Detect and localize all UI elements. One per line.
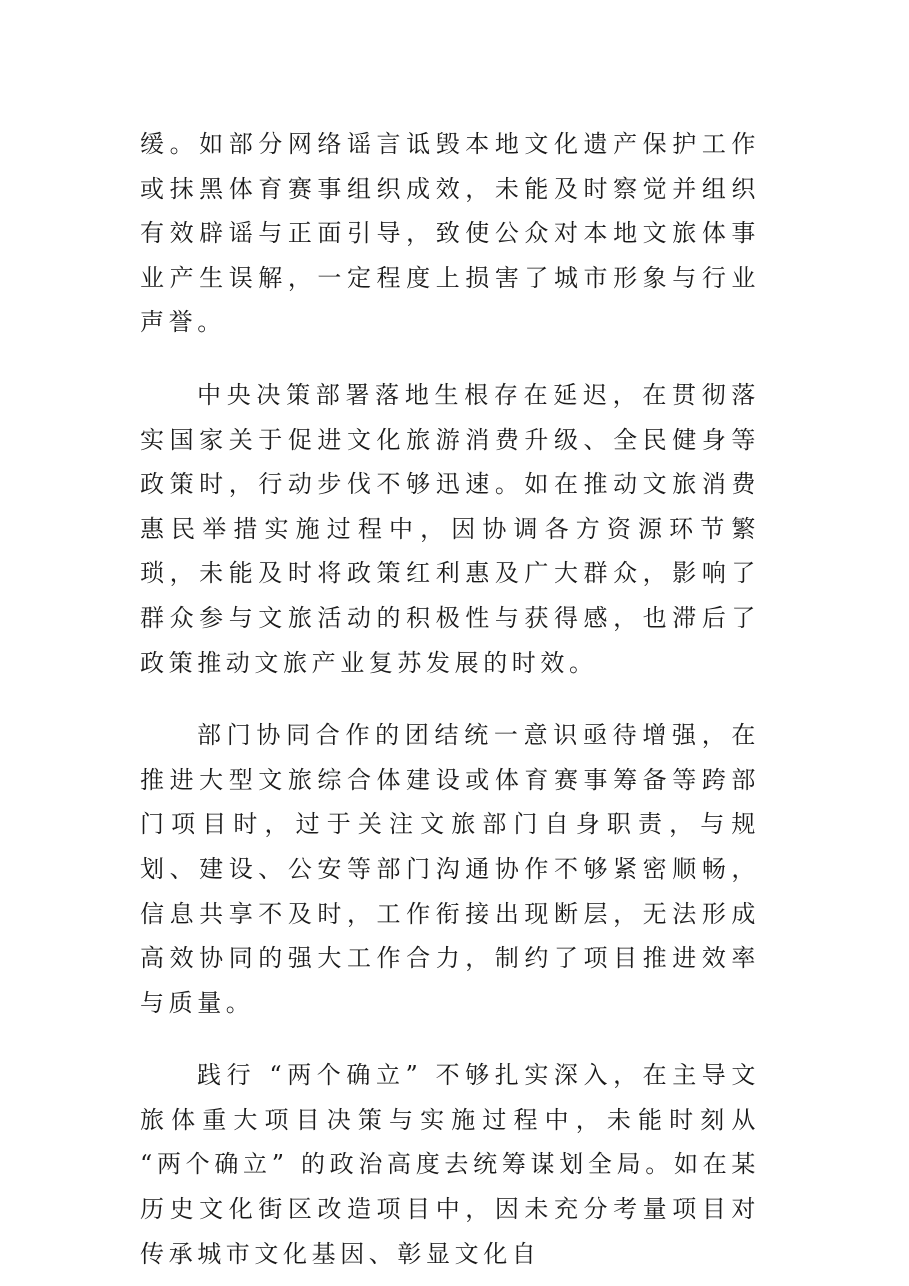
document-body xyxy=(140,122,760,1276)
paragraph-policy-implementation: 中央决策部署落地生根存在延迟，在贯彻落实国家关于促进文化旅游消费升级、全民健身等政策时，行动步伐不够迅速。如在推动文旅消费惠民举措实施过程中，因协调各方资源环节繁琐，未能及时将政策红利惠及广大群众，影响了群众参与文旅活动的积极性与获得感，也滞后了政策推动文旅产业复苏发展的时效。 xyxy=(140,380,760,677)
paragraph-department-coordination: 部门协同合作的团结统一意识亟待增强，在推进大型文旅综合体建设或体育赛事筹备等跨部门项目时，过于关注文旅部门自身职责，与规划、建设、公安等部门沟通协作不够紧密顺畅，信息共享不及时，工作衔接出现断层，无法形成高效协同的强大工作合力，制约了项目推进效率与质量。 xyxy=(140,721,760,1017)
paragraph-two-establishments: 践行 “两个确立” 不够扎实深入，在主导文旅体重大项目决策与实施过程中，未能时刻从 “两个确立” 的政治高度去统筹谋划全局。如在某历史文化街区改造项目中，因未充分考量项目对传承城市文化基因、彰显文化自 xyxy=(140,1061,760,1268)
paragraph-continuation: 缓。如部分网络谣言诋毁本地文化遗产保护工作或抹黑体育赛事组织成效，未能及时察觉并组织有效辟谣与正面引导，致使公众对本地文旅体事业产生误解，一定程度上损害了城市形象与行业声誉。 xyxy=(140,130,760,337)
